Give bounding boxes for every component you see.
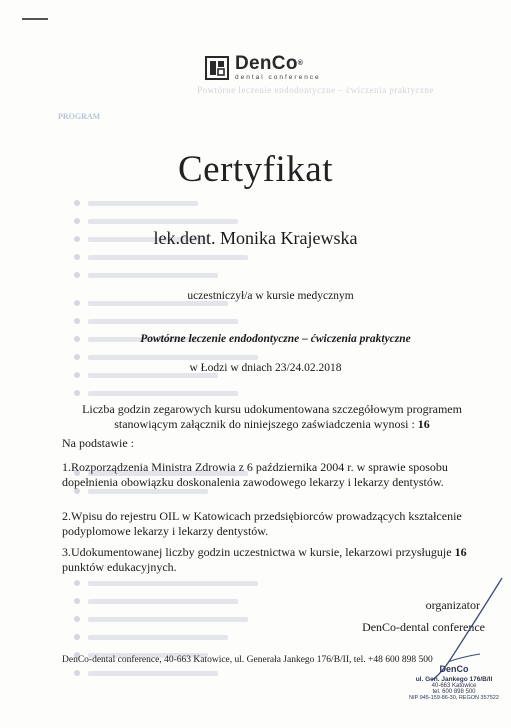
hours-text: Liczba godzin zegarowych kursu udokumentowana szczegółowym programem stanowiącym załącznik do niniejszego zaświadczenia wynosi : (82, 402, 462, 431)
show-through-bullet (74, 598, 80, 604)
organizer-name: DenCo-dental conference (362, 620, 485, 634)
item3-text-end: punktów edukacyjnych. (62, 560, 177, 574)
item3-text: 3.Udokumentowanej liczby godzin uczestnictwa w kursie, lekarzowi przysługuje (62, 545, 455, 559)
course-location-date: w Łodzi w dniach 23/24.02.2018 (189, 362, 342, 374)
footer-address: DenCo-dental conference, 40-663 Katowice, ul. Generała Jankego 176/B/II, tel. +48 600 898 500 (62, 655, 433, 665)
stamp-street: ul. Gen. Jankego 176/B/II (415, 676, 493, 683)
denco-logo-icon (205, 56, 229, 80)
show-through-line (88, 273, 218, 278)
show-through-line (88, 391, 238, 396)
legal-basis-item-2: 2.Wpisu do rejestru OIL w Katowicach przedsiębiorców prowadzących kształcenie podyplomowe lekarzy i lekarzy dentystów. (62, 509, 462, 538)
show-through-bullet (74, 670, 80, 676)
participation-text: uczestniczył/a w kursie medycznym (187, 290, 354, 302)
stamp-company: DenCo (439, 664, 469, 674)
logo-name: DenCo (235, 53, 298, 74)
show-through-bullet (74, 580, 80, 586)
show-through-bullet (74, 634, 80, 640)
show-through-line (88, 255, 248, 260)
denco-logo (205, 55, 321, 81)
show-through-line (88, 201, 198, 206)
show-through-bullet (74, 318, 80, 324)
education-points: 16 (454, 545, 467, 559)
show-through-bullet (74, 254, 80, 260)
show-through-bullet (74, 272, 80, 278)
show-through-line (88, 355, 258, 360)
show-through-line (88, 599, 238, 604)
legal-basis-item-3 (62, 545, 482, 575)
course-hours-statement (62, 402, 482, 432)
show-through-line (88, 671, 218, 676)
stamp-phone: tel. 600 898 500 (432, 689, 476, 695)
show-through-bullet (74, 616, 80, 622)
logo-registered: ® (297, 60, 304, 67)
certificate-title: Certyfikat (177, 149, 333, 190)
show-through-line (88, 617, 248, 622)
show-through-title: Powtórne leczenie endodontyczne – ćwiczenia praktyczne (197, 85, 434, 95)
legal-basis-item-1: 1.Rozporządzenia Ministra Zdrowia z 6 października 2004 r. w sprawie sposobu dopełnienia obowiązku doskonalenia zawodowego lekarzy i lekarzy dentystów. (62, 460, 448, 489)
show-through-bullet (74, 354, 80, 360)
show-through-line (88, 635, 228, 640)
hours-value: 16 (417, 417, 430, 431)
company-stamp (398, 664, 510, 701)
logo-subtitle: dental conference (235, 74, 321, 81)
show-through-line (88, 219, 238, 224)
organizer-label: organizator (425, 598, 480, 612)
corner-mark (22, 18, 48, 20)
show-through-bullet (74, 218, 80, 224)
recipient-name: lek.dent. Monika Krajewska (153, 228, 358, 248)
stamp-city: 40-663 Katowice (431, 683, 477, 689)
show-through-program: PROGRAM (58, 112, 101, 121)
stamp-tax-ids: NIP 945-159-86-30, REGON 357522 (409, 695, 499, 701)
show-through-bullet (74, 200, 80, 206)
legal-basis-heading: Na podstawie : (62, 436, 134, 450)
show-through-line (88, 319, 238, 324)
course-title: Powtórne leczenie endodontyczne – ćwiczenia praktyczne (140, 333, 411, 345)
show-through-bullet (74, 390, 80, 396)
show-through-line (88, 581, 258, 586)
